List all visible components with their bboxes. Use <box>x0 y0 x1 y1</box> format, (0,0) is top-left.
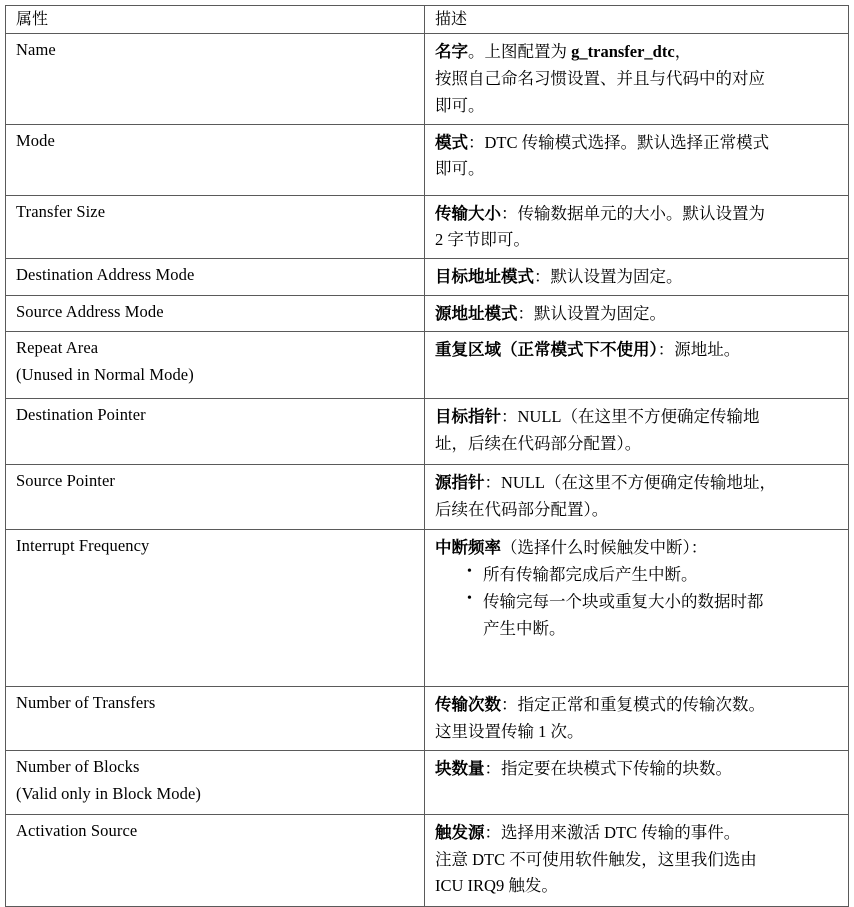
attribute-line-0: Source Pointer <box>16 471 116 491</box>
attribute-line-0: Destination Pointer <box>16 405 146 425</box>
attribute-line-0: Mode <box>16 130 55 150</box>
attribute-line-0: Destination Address Mode <box>16 264 195 284</box>
attribute-line-0: Name <box>16 40 56 60</box>
attribute-line-0: Repeat Area <box>16 338 99 358</box>
table-row <box>6 34 849 124</box>
table-row <box>6 195 849 258</box>
attribute-line-0: Number of Blocks <box>16 756 140 776</box>
table-row <box>6 814 849 906</box>
table-body <box>6 34 849 906</box>
table-row <box>6 124 849 195</box>
attribute-cell <box>6 750 425 814</box>
description-cell: 模式：DTC 传输模式选择。默认选择正常模式 即可。 <box>425 124 849 195</box>
description-cell: 目标地址模式：默认设置为固定。 <box>425 258 849 295</box>
attribute-line-0: Interrupt Frequency <box>16 536 150 556</box>
description-cell: 传输次数：指定正常和重复模式的传输次数。 这里设置传输 1 次。 <box>425 687 849 750</box>
description-cell: 块数量：指定要在块模式下传输的块数。 <box>425 750 849 814</box>
attribute-cell <box>6 814 425 906</box>
description-cell: 源指针：NULL（在这里不方便确定传输地址， 后续在代码部分配置）。 <box>425 465 849 530</box>
attribute-cell <box>6 465 425 530</box>
table-header <box>6 6 849 34</box>
table-row <box>6 258 849 295</box>
attribute-cell <box>6 687 425 750</box>
table-header-row <box>6 6 849 34</box>
attribute-line-0: Number of Transfers <box>16 693 156 713</box>
table-row <box>6 295 849 332</box>
table-row <box>6 399 849 465</box>
description-cell: 触发源：选择用来激活 DTC 传输的事件。 注意 DTC 不可使用软件触发，这里我们选由 ICU IRQ9 触发。 <box>425 814 849 906</box>
attribute-line-1: (Unused in Normal Mode) <box>16 365 194 385</box>
dtc-property-table <box>5 5 849 907</box>
attribute-line-0: Activation Source <box>16 820 138 840</box>
description-cell: 中断频率（选择什么时候触发中断）： • 所有传输都完成后产生中断。 • 传输完每一个块或重复大小的数据时都 产生中断。 <box>425 530 849 687</box>
table-row <box>6 332 849 399</box>
table-row <box>6 530 849 687</box>
attribute-cell <box>6 258 425 295</box>
attribute-cell <box>6 295 425 332</box>
attribute-cell <box>6 399 425 465</box>
column-header-description: 描述 <box>425 6 849 34</box>
attribute-cell <box>6 124 425 195</box>
description-cell: 重复区域（正常模式下不使用）：源地址。 <box>425 332 849 399</box>
description-cell: 名字。上图配置为 g_transfer_dtc， 按照自己命名习惯设置、并且与代码中的对应 即可。 <box>425 34 849 124</box>
attribute-line-0: Transfer Size <box>16 201 106 221</box>
attribute-cell <box>6 195 425 258</box>
attribute-cell <box>6 530 425 687</box>
table-row <box>6 465 849 530</box>
table-row <box>6 687 849 750</box>
column-header-attribute: 属性 <box>6 6 425 34</box>
description-cell: 传输大小：传输数据单元的大小。默认设置为 2 字节即可。 <box>425 195 849 258</box>
table-row <box>6 750 849 814</box>
attribute-line-0: Source Address Mode <box>16 301 164 321</box>
attribute-cell <box>6 34 425 124</box>
attribute-cell <box>6 332 425 399</box>
attribute-line-1: (Valid only in Block Mode) <box>16 783 201 803</box>
description-cell: 源地址模式：默认设置为固定。 <box>425 295 849 332</box>
description-cell: 目标指针：NULL（在这里不方便确定传输地 址，后续在代码部分配置）。 <box>425 399 849 465</box>
